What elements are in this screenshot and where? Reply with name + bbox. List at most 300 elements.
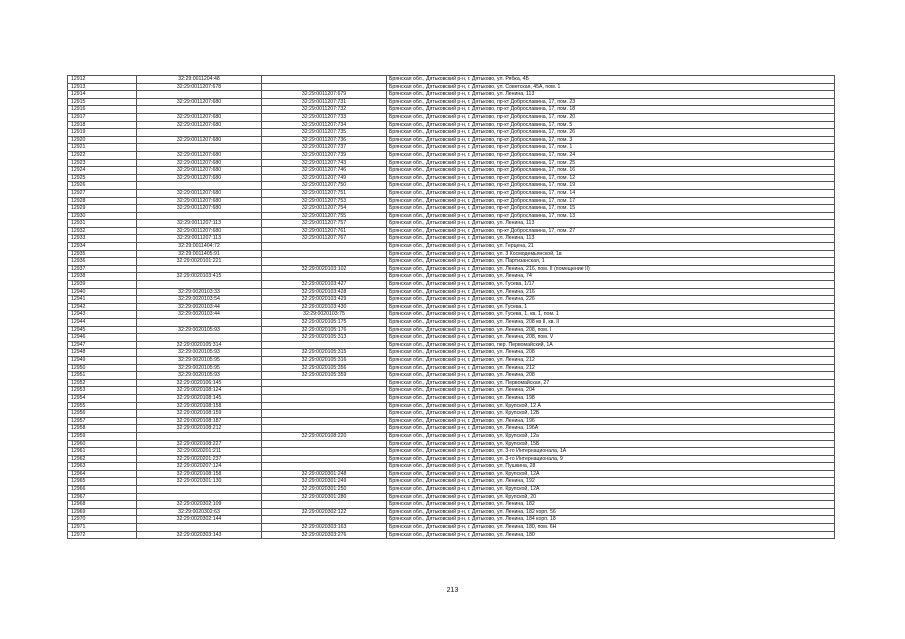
- table-row: [68, 121, 835, 129]
- address-cell: Брянская обл., Дятьковский р-н, г. Дятьково, ул. Ленина, 208, пом. I: [387, 326, 835, 334]
- parcel-number-cell: [137, 319, 262, 327]
- address-cell: Брянская обл., Дятьковский р-н, г. Дятьково, ул. Крупской, 12а: [387, 432, 835, 440]
- row-number-cell: 12917: [68, 113, 137, 121]
- table-row: [68, 356, 835, 364]
- address-cell: Брянская обл., Дятьковский р-н, г. Дятьково, ул. Ленина, 113: [387, 220, 835, 228]
- table-row: [68, 349, 835, 357]
- address-cell: Брянская обл., Дятьковский р-н, г. Дятьково, пер. Первомайский, 1А: [387, 341, 835, 349]
- parcel-number-cell: 32:29:0011404:72: [137, 243, 262, 251]
- parcel-number-cell: 32:29:0011207:680: [137, 189, 262, 197]
- parcel-number-cell: 32:29:0020108:159: [137, 410, 262, 418]
- object-number-cell: 32:29:0011207:731: [262, 98, 387, 106]
- table-row: [68, 98, 835, 106]
- object-number-cell: 32:29:0020105:176: [262, 326, 387, 334]
- object-number-cell: 32:29:0011207:755: [262, 212, 387, 220]
- address-cell: Брянская обл., Дятьковский р-н, г. Дятьково, пр-кт Доброславина, 17, пом. 26: [387, 129, 835, 137]
- address-cell: Брянская обл., Дятьковский р-н, г. Дятьково, ул. Крупской, 15Б: [387, 440, 835, 448]
- object-number-cell: 32:29:0020301:248: [262, 470, 387, 478]
- object-number-cell: 32:29:0011207:734: [262, 121, 387, 129]
- parcel-number-cell: 32:29:0020103:44: [137, 303, 262, 311]
- row-number-cell: 12923: [68, 159, 137, 167]
- row-number-cell: 12928: [68, 197, 137, 205]
- parcel-number-cell: 32:29:0020105:95: [137, 364, 262, 372]
- parcel-number-cell: 32:29:0020302:63: [137, 508, 262, 516]
- address-cell: Брянская обл., Дятьковский р-н, г. Дятьково, ул. Ленина, 216: [387, 288, 835, 296]
- object-number-cell: 32:29:0020105:359: [262, 372, 387, 380]
- object-number-cell: 32:29:0020301:249: [262, 478, 387, 486]
- object-number-cell: 32:29:0011207:750: [262, 182, 387, 190]
- row-number-cell: 12941: [68, 296, 137, 304]
- address-cell: Брянская обл., Дятьковский р-н, г. Дятьково, ул. Ленина, 113: [387, 91, 835, 99]
- registry-table: [67, 75, 835, 539]
- parcel-number-cell: 32:29:0011207:680: [137, 113, 262, 121]
- table-row: [68, 76, 835, 84]
- address-cell: Брянская обл., Дятьковский р-н, г. Дятьково, пр-кт Доброславина, 17, пом. 17: [387, 197, 835, 205]
- row-number-cell: 12969: [68, 508, 137, 516]
- address-cell: Брянская обл., Дятьковский р-н, г. Дятьково, ул. Рябка, 4Б: [387, 76, 835, 84]
- object-number-cell: 32:29:0020105:313: [262, 334, 387, 342]
- parcel-number-cell: 32:29:0020105:314: [137, 341, 262, 349]
- row-number-cell: 12946: [68, 334, 137, 342]
- row-number-cell: 12945: [68, 326, 137, 334]
- row-number-cell: 12927: [68, 189, 137, 197]
- parcel-number-cell: 32:29:0011207:113: [137, 220, 262, 228]
- table-row: [68, 212, 835, 220]
- row-number-cell: 12963: [68, 463, 137, 471]
- row-number-cell: 12930: [68, 212, 137, 220]
- object-number-cell: 32:29:0020103:430: [262, 303, 387, 311]
- parcel-number-cell: 32:29:0020103:44: [137, 311, 262, 319]
- parcel-number-cell: 32:29:0020301:130: [137, 478, 262, 486]
- address-cell: Брянская обл., Дятьковский р-н, г. Дятьково, ул. Ленина, 208: [387, 372, 835, 380]
- address-cell: Брянская обл., Дятьковский р-н, г. Дятьково, ул. Ленина, 198: [387, 394, 835, 402]
- address-cell: Брянская обл., Дятьковский р-н, г. Дятьково, пр-кт Доброславина, 17, пом. 15: [387, 205, 835, 213]
- row-number-cell: 12959: [68, 432, 137, 440]
- parcel-number-cell: 32:29:0011207:680: [137, 174, 262, 182]
- object-number-cell: 32:29:0020301:250: [262, 486, 387, 494]
- row-number-cell: 12940: [68, 288, 137, 296]
- table-row: [68, 470, 835, 478]
- table-row: [68, 372, 835, 380]
- table-row: [68, 410, 835, 418]
- object-number-cell: [262, 379, 387, 387]
- address-cell: Брянская обл., Дятьковский р-н, г. Дятьково, пр-кт Доброславина, 17, пом. 25: [387, 159, 835, 167]
- table-row: [68, 508, 835, 516]
- parcel-number-cell: 32:29:0011207:680: [137, 159, 262, 167]
- table-row: [68, 159, 835, 167]
- parcel-number-cell: 32:29:0011405:91: [137, 250, 262, 258]
- address-cell: Брянская обл., Дятьковский р-н, г. Дятьково, ул. Крупской, 12Б: [387, 410, 835, 418]
- address-cell: Брянская обл., Дятьковский р-н, г. Дятьково, ул. Крупской, 20: [387, 493, 835, 501]
- address-cell: Брянская обл., Дятьковский р-н, г. Дятьково, ул. Ленина, 113: [387, 235, 835, 243]
- object-number-cell: 32:29:0011207:761: [262, 227, 387, 235]
- address-cell: Брянская обл., Дятьковский р-н, г. Дятьково, ул. Ленина, 196А: [387, 425, 835, 433]
- row-number-cell: 12949: [68, 356, 137, 364]
- address-cell: Брянская обл., Дятьковский р-н, г. Дятьково, ул. Крупской, 12А: [387, 486, 835, 494]
- address-cell: Брянская обл., Дятьковский р-н, г. Дятьково, ул. Герцена, 21: [387, 243, 835, 251]
- object-number-cell: 32:29:0011207:735: [262, 129, 387, 137]
- parcel-number-cell: 32:29:0020302:109: [137, 501, 262, 509]
- parcel-number-cell: 32:29:0011207:680: [137, 98, 262, 106]
- table-row: [68, 197, 835, 205]
- row-number-cell: 12956: [68, 410, 137, 418]
- parcel-number-cell: 32:29:0011207:680: [137, 197, 262, 205]
- row-number-cell: 12933: [68, 235, 137, 243]
- parcel-number-cell: 32:29:0020201:211: [137, 448, 262, 456]
- table-row: [68, 303, 835, 311]
- parcel-number-cell: 32:29:0020105:93: [137, 326, 262, 334]
- row-number-cell: 12924: [68, 167, 137, 175]
- row-number-cell: 12939: [68, 281, 137, 289]
- row-number-cell: 12948: [68, 349, 137, 357]
- object-number-cell: 32:29:0020103:75: [262, 311, 387, 319]
- object-number-cell: [262, 341, 387, 349]
- parcel-number-cell: 32:29:0011207:680: [137, 151, 262, 159]
- row-number-cell: 12915: [68, 98, 137, 106]
- address-cell: Брянская обл., Дятьковский р-н, г. Дятьково, ул. Ленина, 208: [387, 349, 835, 357]
- object-number-cell: 32:29:0011207:679: [262, 91, 387, 99]
- address-cell: Брянская обл., Дятьковский р-н, г. Дятьково, ул. Ленина, 182 корп. 56: [387, 508, 835, 516]
- table-row: [68, 136, 835, 144]
- address-cell: Брянская обл., Дятьковский р-н, г. Дятьково, пр-кт Доброславина, 17, пом. 24: [387, 151, 835, 159]
- parcel-number-cell: 32:29:0011207:680: [137, 136, 262, 144]
- object-number-cell: 32:29:0011207:732: [262, 106, 387, 114]
- table-row: [68, 524, 835, 532]
- table-row: [68, 402, 835, 410]
- object-number-cell: 32:29:0020302:122: [262, 508, 387, 516]
- address-cell: Брянская обл., Дятьковский р-н, г. Дятьково, ул. Ленина, 74: [387, 273, 835, 281]
- row-number-cell: 12935: [68, 250, 137, 258]
- address-cell: Брянская обл., Дятьковский р-н, г. Дятьково, ул. 3-го Интернационала, 1А: [387, 448, 835, 456]
- row-number-cell: 12947: [68, 341, 137, 349]
- address-cell: Брянская обл., Дятьковский р-н, г. Дятьково, ул. Гусева, 1/17: [387, 281, 835, 289]
- row-number-cell: 12971: [68, 524, 137, 532]
- address-cell: Брянская обл., Дятьковский р-н, г. Дятьково, ул. Ленина, 180: [387, 531, 835, 539]
- parcel-number-cell: [137, 486, 262, 494]
- address-cell: Брянская обл., Дятьковский р-н, г. Дятьково, ул. Ленина, 182: [387, 501, 835, 509]
- row-number-cell: 12925: [68, 174, 137, 182]
- address-cell: Брянская обл., Дятьковский р-н, г. Дятьково, пр-кт Доброславина, 17, пом. 14: [387, 189, 835, 197]
- parcel-number-cell: 32:29:0020105:95: [137, 356, 262, 364]
- object-number-cell: 32:29:0011207:754: [262, 205, 387, 213]
- registry-table-body: [68, 76, 835, 539]
- parcel-number-cell: [137, 91, 262, 99]
- parcel-number-cell: 32:29:0020105:93: [137, 349, 262, 357]
- table-row: [68, 296, 835, 304]
- parcel-number-cell: 32:29:0020108:227: [137, 440, 262, 448]
- row-number-cell: 12961: [68, 448, 137, 456]
- object-number-cell: 32:29:0020103:102: [262, 265, 387, 273]
- table-row: [68, 379, 835, 387]
- object-number-cell: 32:29:0020103:429: [262, 296, 387, 304]
- parcel-number-cell: 32:29:0020108:124: [137, 387, 262, 395]
- parcel-number-cell: [137, 212, 262, 220]
- parcel-number-cell: 32:29:0011207:680: [137, 167, 262, 175]
- object-number-cell: 32:29:0011207:737: [262, 144, 387, 152]
- row-number-cell: 12943: [68, 311, 137, 319]
- object-number-cell: [262, 387, 387, 395]
- table-row: [68, 151, 835, 159]
- object-number-cell: 32:29:0020301:280: [262, 493, 387, 501]
- parcel-number-cell: 32:29:0020105:93: [137, 372, 262, 380]
- row-number-cell: 12942: [68, 303, 137, 311]
- object-number-cell: 32:29:0020105:315: [262, 349, 387, 357]
- row-number-cell: 12918: [68, 121, 137, 129]
- table-row: [68, 220, 835, 228]
- object-number-cell: 32:29:0020103:428: [262, 288, 387, 296]
- address-cell: Брянская обл., Дятьковский р-н, г. Дятьково, пр-кт Доброславина, 17, пом. 27: [387, 227, 835, 235]
- row-number-cell: 12920: [68, 136, 137, 144]
- row-number-cell: 12967: [68, 493, 137, 501]
- table-row: [68, 91, 835, 99]
- address-cell: Брянская обл., Дятьковский р-н, г. Дятьково, пр-кт Доброславина, 17, пом. 1: [387, 144, 835, 152]
- address-cell: Брянская обл., Дятьковский р-н, г. Дятьково, ул. Ленина, 216, пом. II (помещение II): [387, 265, 835, 273]
- address-cell: Брянская обл., Дятьковский р-н, г. Дятьково, ул. Ленина, 226: [387, 296, 835, 304]
- parcel-number-cell: 32:29:0011207:680: [137, 227, 262, 235]
- address-cell: Брянская обл., Дятьковский р-н, г. Дятьково, пр-кт Доброславина, 17, пом. 3: [387, 136, 835, 144]
- table-row: [68, 493, 835, 501]
- address-cell: Брянская обл., Дятьковский р-н, г. Дятьково, ул. 3 Космодемьянской, 1в: [387, 250, 835, 258]
- parcel-number-cell: 32:29:0020101:221: [137, 258, 262, 266]
- parcel-number-cell: 32:29:0020103:415: [137, 273, 262, 281]
- parcel-number-cell: [137, 106, 262, 114]
- object-number-cell: [262, 455, 387, 463]
- parcel-number-cell: 32:29:0020108:158: [137, 402, 262, 410]
- parcel-number-cell: [137, 129, 262, 137]
- table-row: [68, 83, 835, 91]
- object-number-cell: [262, 463, 387, 471]
- address-cell: Брянская обл., Дятьковский р-н, г. Дятьково, ул. Ленина, 192: [387, 478, 835, 486]
- row-number-cell: 12919: [68, 129, 137, 137]
- row-number-cell: 12968: [68, 501, 137, 509]
- object-number-cell: 32:29:0020105:356: [262, 364, 387, 372]
- row-number-cell: 12936: [68, 258, 137, 266]
- object-number-cell: 32:29:0020303:276: [262, 531, 387, 539]
- row-number-cell: 12952: [68, 379, 137, 387]
- object-number-cell: [262, 417, 387, 425]
- table-row: [68, 265, 835, 273]
- table-row: [68, 455, 835, 463]
- object-number-cell: 32:29:0011207:749: [262, 174, 387, 182]
- object-number-cell: [262, 243, 387, 251]
- table-row: [68, 227, 835, 235]
- table-row: [68, 182, 835, 190]
- address-cell: Брянская обл., Дятьковский р-н, г. Дятьково, пр-кт Доброславина, 17, пом. 20: [387, 113, 835, 121]
- row-number-cell: 12929: [68, 205, 137, 213]
- address-cell: Брянская обл., Дятьковский р-н, г. Дятьково, ул. Ленина, 212: [387, 364, 835, 372]
- parcel-number-cell: 32:29:0020303:143: [137, 531, 262, 539]
- table-row: [68, 432, 835, 440]
- object-number-cell: [262, 425, 387, 433]
- row-number-cell: 12957: [68, 417, 137, 425]
- table-row: [68, 235, 835, 243]
- parcel-number-cell: 32:29:0020108:212: [137, 425, 262, 433]
- table-row: [68, 334, 835, 342]
- parcel-number-cell: 32:29:0020103:54: [137, 296, 262, 304]
- address-cell: Брянская обл., Дятьковский р-н, г. Дятьково, ул. Первомайская, 27: [387, 379, 835, 387]
- row-number-cell: 12916: [68, 106, 137, 114]
- address-cell: Брянская обл., Дятьковский р-н, г. Дятьково, пр-кт Доброславина, 17, пом. 16: [387, 167, 835, 175]
- row-number-cell: 12972: [68, 531, 137, 539]
- parcel-number-cell: 32:29:0020302:144: [137, 516, 262, 524]
- address-cell: Брянская обл., Дятьковский р-н, г. Дятьково, ул. Ленина, 204: [387, 387, 835, 395]
- object-number-cell: [262, 394, 387, 402]
- row-number-cell: 12970: [68, 516, 137, 524]
- table-row: [68, 273, 835, 281]
- address-cell: Брянская обл., Дятьковский р-н, г. Дятьково, пр-кт Доброславина, 17, пом. 12: [387, 174, 835, 182]
- object-number-cell: 32:29:0011207:736: [262, 136, 387, 144]
- row-number-cell: 12938: [68, 273, 137, 281]
- row-number-cell: 12964: [68, 470, 137, 478]
- address-cell: Брянская обл., Дятьковский р-н, г. Дятьково, ул. Ленина, 180, пом. 6Н: [387, 524, 835, 532]
- parcel-number-cell: 32:29:0020108:145: [137, 394, 262, 402]
- object-number-cell: 32:29:0020105:316: [262, 356, 387, 364]
- object-number-cell: [262, 501, 387, 509]
- table-row: [68, 258, 835, 266]
- page-number: 213: [446, 587, 459, 594]
- address-cell: Брянская обл., Дятьковский р-н, г. Дятьково, ул. Гусева, 1: [387, 303, 835, 311]
- table-row: [68, 364, 835, 372]
- table-row: [68, 440, 835, 448]
- address-cell: Брянская обл., Дятьковский р-н, г. Дятьково, пр-кт Доброславина, 17, пом. 5: [387, 121, 835, 129]
- parcel-number-cell: 32:29:0020201:237: [137, 455, 262, 463]
- parcel-number-cell: 32:29:0011204:48: [137, 76, 262, 84]
- table-row: [68, 174, 835, 182]
- row-number-cell: 12914: [68, 91, 137, 99]
- table-row: [68, 167, 835, 175]
- object-number-cell: 32:29:0011207:743: [262, 159, 387, 167]
- object-number-cell: 32:29:0011207:767: [262, 235, 387, 243]
- parcel-number-cell: 32:29:0011207:680: [137, 121, 262, 129]
- object-number-cell: [262, 258, 387, 266]
- row-number-cell: 12934: [68, 243, 137, 251]
- row-number-cell: 12937: [68, 265, 137, 273]
- table-row: [68, 394, 835, 402]
- table-row: [68, 448, 835, 456]
- parcel-number-cell: [137, 265, 262, 273]
- row-number-cell: 12921: [68, 144, 137, 152]
- object-number-cell: 32:29:0020105:175: [262, 319, 387, 327]
- table-row: [68, 144, 835, 152]
- address-cell: Брянская обл., Дятьковский р-н, г. Дятьково, ул. Ленина, 212: [387, 356, 835, 364]
- address-cell: Брянская обл., Дятьковский р-н, г. Дятьково, ул. Партизанская, 1: [387, 258, 835, 266]
- row-number-cell: 12931: [68, 220, 137, 228]
- parcel-number-cell: 32:29:0011207:680: [137, 205, 262, 213]
- table-row: [68, 478, 835, 486]
- row-number-cell: 12913: [68, 83, 137, 91]
- table-row: [68, 281, 835, 289]
- table-row: [68, 326, 835, 334]
- table-row: [68, 341, 835, 349]
- address-cell: Брянская обл., Дятьковский р-н, г. Дятьково, ул. Гусева, 1, кв. 1, пом. 1: [387, 311, 835, 319]
- object-number-cell: [262, 273, 387, 281]
- address-cell: Брянская обл., Дятьковский р-н, г. Дятьково, ул. Крупской, 12А: [387, 470, 835, 478]
- object-number-cell: 32:29:0020103:427: [262, 281, 387, 289]
- address-cell: Брянская обл., Дятьковский р-н, г. Дятьково, ул. Пушкина, 28: [387, 463, 835, 471]
- parcel-number-cell: [137, 144, 262, 152]
- object-number-cell: [262, 250, 387, 258]
- object-number-cell: 32:29:0020303:163: [262, 524, 387, 532]
- table-row: [68, 205, 835, 213]
- address-cell: Брянская обл., Дятьковский р-н, г. Дятьково, ул. Ленина, 184 корп. 18: [387, 516, 835, 524]
- table-row: [68, 486, 835, 494]
- row-number-cell: 12965: [68, 478, 137, 486]
- row-number-cell: 12962: [68, 455, 137, 463]
- table-row: [68, 387, 835, 395]
- parcel-number-cell: [137, 493, 262, 501]
- row-number-cell: 12954: [68, 394, 137, 402]
- object-number-cell: 32:29:0011207:733: [262, 113, 387, 121]
- table-row: [68, 106, 835, 114]
- table-row: [68, 250, 835, 258]
- parcel-number-cell: 32:29:0020207:124: [137, 463, 262, 471]
- parcel-number-cell: [137, 334, 262, 342]
- row-number-cell: 12922: [68, 151, 137, 159]
- row-number-cell: 12958: [68, 425, 137, 433]
- address-cell: Брянская обл., Дятьковский р-н, г. Дятьково, пр-кт Доброславина, 17, пом. 23: [387, 98, 835, 106]
- parcel-number-cell: 32:29:0011207:678: [137, 83, 262, 91]
- table-row: [68, 113, 835, 121]
- row-number-cell: 12951: [68, 372, 137, 380]
- table-row: [68, 311, 835, 319]
- parcel-number-cell: 32:29:0011207:113: [137, 235, 262, 243]
- object-number-cell: 32:29:0011207:757: [262, 220, 387, 228]
- object-number-cell: [262, 440, 387, 448]
- row-number-cell: 12912: [68, 76, 137, 84]
- address-cell: Брянская обл., Дятьковский р-н, г. Дятьково, ул. Советская, 45А, пом. 1: [387, 83, 835, 91]
- table-row: [68, 288, 835, 296]
- address-cell: Брянская обл., Дятьковский р-н, г. Дятьково, ул. Ленина, 196: [387, 417, 835, 425]
- parcel-number-cell: 32:29:0020106:145: [137, 379, 262, 387]
- table-row: [68, 501, 835, 509]
- table-row: [68, 319, 835, 327]
- row-number-cell: 12966: [68, 486, 137, 494]
- row-number-cell: 12953: [68, 387, 137, 395]
- object-number-cell: 32:29:0011207:751: [262, 189, 387, 197]
- table-row: [68, 243, 835, 251]
- row-number-cell: 12932: [68, 227, 137, 235]
- table-row: [68, 189, 835, 197]
- row-number-cell: 12960: [68, 440, 137, 448]
- address-cell: Брянская обл., Дятьковский р-н, г. Дятьково, ул. Ленина, 208 кв II, кв. II: [387, 319, 835, 327]
- parcel-number-cell: [137, 432, 262, 440]
- address-cell: Брянская обл., Дятьковский р-н, г. Дятьково, пр-кт Доброславина, 17, пом. 19: [387, 182, 835, 190]
- object-number-cell: 32:29:0011207:746: [262, 167, 387, 175]
- address-cell: Брянская обл., Дятьковский р-н, г. Дятьково, ул. Ленина, 208, пом. V: [387, 334, 835, 342]
- object-number-cell: [262, 402, 387, 410]
- object-number-cell: 32:29:0011207:753: [262, 197, 387, 205]
- address-cell: Брянская обл., Дятьковский р-н, г. Дятьково, пр-кт Доброславина, 17, пом. 18: [387, 106, 835, 114]
- object-number-cell: [262, 83, 387, 91]
- address-cell: Брянская обл., Дятьковский р-н, г. Дятьково, ул. 3-го Интернационала, 9: [387, 455, 835, 463]
- table-row: [68, 129, 835, 137]
- address-cell: Брянская обл., Дятьковский р-н, г. Дятьково, пр-кт Доброславина, 17, пом. 13: [387, 212, 835, 220]
- table-row: [68, 531, 835, 539]
- table-row: [68, 417, 835, 425]
- address-cell: Брянская обл., Дятьковский р-н, г. Дятьково, ул. Крупской, 12 А: [387, 402, 835, 410]
- table-row: [68, 516, 835, 524]
- parcel-number-cell: 32:29:0020108:187: [137, 417, 262, 425]
- row-number-cell: 12944: [68, 319, 137, 327]
- object-number-cell: 32:29:0011207:739: [262, 151, 387, 159]
- row-number-cell: 12950: [68, 364, 137, 372]
- row-number-cell: 12926: [68, 182, 137, 190]
- row-number-cell: 12955: [68, 402, 137, 410]
- object-number-cell: 32:29:0020108:220: [262, 432, 387, 440]
- table-row: [68, 425, 835, 433]
- object-number-cell: [262, 516, 387, 524]
- object-number-cell: [262, 410, 387, 418]
